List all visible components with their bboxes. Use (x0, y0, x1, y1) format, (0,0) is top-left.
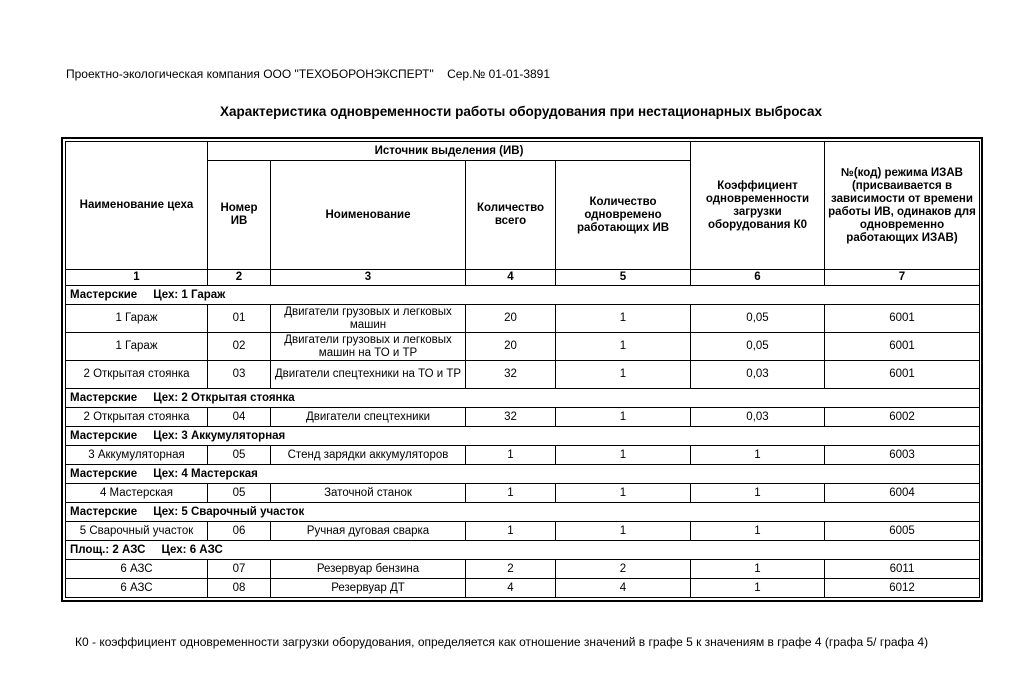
page-title: Характеристика одновременности работы оборудования при нестационарных выбросах (220, 104, 822, 119)
total-count-cell: 20 (466, 333, 556, 361)
section-row (66, 389, 980, 408)
coefficient-cell: 1 (691, 484, 825, 503)
simultaneous-count-cell: 1 (556, 408, 691, 427)
section-row (66, 427, 980, 446)
coefficient-cell: 0,03 (691, 408, 825, 427)
total-count-cell: 20 (466, 305, 556, 333)
source-name-cell: Резервуар бензина (271, 560, 466, 579)
total-count-cell: 1 (466, 484, 556, 503)
section-label (66, 465, 980, 484)
simultaneous-count-cell: 1 (556, 305, 691, 333)
source-name-cell: Двигатели грузовых и легковых машин (271, 305, 466, 333)
workshop-cell: 1 Гараж (66, 333, 208, 361)
source-number-cell: 02 (208, 333, 271, 361)
source-name-cell: Двигатели грузовых и легковых машин на ТО и ТР (271, 333, 466, 361)
header-workshop: Наименование цеха (66, 142, 208, 270)
column-number-cell: 1 (66, 270, 208, 286)
total-count-cell: 1 (466, 446, 556, 465)
section-prefix: Мастерские (70, 467, 138, 480)
source-name-cell: Двигатели спецтехники на ТО и ТР (271, 361, 466, 389)
column-number-cell: 4 (466, 270, 556, 286)
total-count-cell: 4 (466, 579, 556, 598)
table-row (66, 333, 980, 361)
workshop-cell: 1 Гараж (66, 305, 208, 333)
mode-code-cell: 6005 (825, 522, 980, 541)
company-name: Проектно-экологическая компания ООО "ТЕХОБОРОНЭКСПЕРТ" (66, 67, 434, 81)
serial-number: Сер.№ 01-01-3891 (447, 67, 551, 81)
workshop-cell: 2 Открытая стоянка (66, 361, 208, 389)
coefficient-cell: 0,05 (691, 333, 825, 361)
equipment-simultaneity-table (65, 141, 980, 598)
section-label (66, 541, 980, 560)
mode-code-cell: 6003 (825, 446, 980, 465)
simultaneous-count-cell: 4 (556, 579, 691, 598)
column-number-cell: 2 (208, 270, 271, 286)
source-number-cell: 03 (208, 361, 271, 389)
section-label (66, 389, 980, 408)
total-count-cell: 2 (466, 560, 556, 579)
footnote: К0 - коэффициент одновременности загрузки оборудования, определяется как отношение значений в графе 5 к значениям в графе 4 (графа 5/ графа 4) (75, 635, 929, 649)
mode-code-cell: 6001 (825, 305, 980, 333)
simultaneous-count-cell: 2 (556, 560, 691, 579)
coefficient-cell: 1 (691, 579, 825, 598)
source-name-cell: Ручная дуговая сварка (271, 522, 466, 541)
mode-code-cell: 6011 (825, 560, 980, 579)
section-prefix: Мастерские (70, 505, 138, 518)
workshop-cell: 6 АЗС (66, 560, 208, 579)
table-row (66, 560, 980, 579)
section-row (66, 286, 980, 305)
coefficient-cell: 0,03 (691, 361, 825, 389)
source-number-cell: 08 (208, 579, 271, 598)
coefficient-cell: 1 (691, 560, 825, 579)
section-workshop: Цех: 5 Сварочный участок (153, 505, 305, 518)
section-row (66, 503, 980, 522)
section-workshop: Цех: 3 Аккумуляторная (153, 429, 286, 442)
table-row (66, 305, 980, 333)
source-name-cell: Двигатели спецтехники (271, 408, 466, 427)
header-source-number: Номер ИВ (208, 161, 271, 270)
mode-code-cell: 6001 (825, 361, 980, 389)
source-number-cell: 05 (208, 484, 271, 503)
document-header (66, 67, 550, 81)
table-row (66, 522, 980, 541)
table-row (66, 579, 980, 598)
source-name-cell: Резервуар ДТ (271, 579, 466, 598)
header-mode-code: №(код) режима ИЗАВ (присваивается в зависимости от времени работы ИВ, одинаков для одновременно работающих ИЗАВ) (825, 142, 980, 270)
mode-code-cell: 6012 (825, 579, 980, 598)
section-label (66, 427, 980, 446)
simultaneous-count-cell: 1 (556, 522, 691, 541)
total-count-cell: 32 (466, 361, 556, 389)
source-number-cell: 01 (208, 305, 271, 333)
mode-code-cell: 6001 (825, 333, 980, 361)
source-name-cell: Заточной станок (271, 484, 466, 503)
table-row (66, 361, 980, 389)
table-row (66, 484, 980, 503)
section-prefix: Площ.: 2 АЗС (70, 543, 146, 556)
section-prefix: Мастерские (70, 391, 138, 404)
header-coefficient: Коэффициент одновременности загрузки оборудования К0 (691, 142, 825, 270)
simultaneous-count-cell: 1 (556, 333, 691, 361)
section-label (66, 503, 980, 522)
section-prefix: Мастерские (70, 429, 138, 442)
column-number-row (66, 270, 980, 286)
section-prefix: Мастерские (70, 288, 138, 301)
total-count-cell: 32 (466, 408, 556, 427)
section-row (66, 541, 980, 560)
section-workshop: Цех: 1 Гараж (153, 288, 226, 301)
workshop-cell: 5 Сварочный участок (66, 522, 208, 541)
coefficient-cell: 1 (691, 522, 825, 541)
workshop-cell: 3 Аккумуляторная (66, 446, 208, 465)
table-body (66, 286, 980, 598)
table-row (66, 408, 980, 427)
workshop-cell: 4 Мастерская (66, 484, 208, 503)
workshop-cell: 6 АЗС (66, 579, 208, 598)
table-row (66, 446, 980, 465)
header-total-count: Количество всего (466, 161, 556, 270)
source-name-cell: Стенд зарядки аккумуляторов (271, 446, 466, 465)
coefficient-cell: 0,05 (691, 305, 825, 333)
section-workshop: Цех: 6 АЗС (161, 543, 223, 556)
section-workshop: Цех: 4 Мастерская (153, 467, 258, 480)
header-simultaneous-count: Количество одновремено работающих ИВ (556, 161, 691, 270)
workshop-cell: 2 Открытая стоянка (66, 408, 208, 427)
column-number-cell: 5 (556, 270, 691, 286)
total-count-cell: 1 (466, 522, 556, 541)
section-label (66, 286, 980, 305)
header-source-group: Источник выделения (ИВ) (208, 142, 691, 161)
simultaneous-count-cell: 1 (556, 484, 691, 503)
source-number-cell: 06 (208, 522, 271, 541)
section-row (66, 465, 980, 484)
source-number-cell: 04 (208, 408, 271, 427)
source-number-cell: 05 (208, 446, 271, 465)
header-source-name: Нoименование (271, 161, 466, 270)
simultaneous-count-cell: 1 (556, 361, 691, 389)
coefficient-cell: 1 (691, 446, 825, 465)
mode-code-cell: 6004 (825, 484, 980, 503)
source-number-cell: 07 (208, 560, 271, 579)
section-workshop: Цех: 2 Открытая стоянка (153, 391, 295, 404)
column-number-cell: 6 (691, 270, 825, 286)
column-number-cell: 7 (825, 270, 980, 286)
simultaneous-count-cell: 1 (556, 446, 691, 465)
column-number-cell: 3 (271, 270, 466, 286)
equipment-table-frame (61, 137, 983, 602)
mode-code-cell: 6002 (825, 408, 980, 427)
